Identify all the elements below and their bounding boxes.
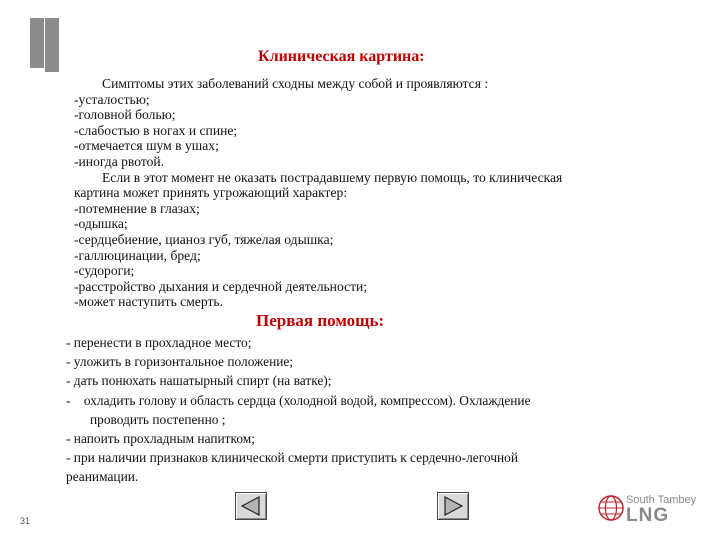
heading-first-aid: Первая помощь: bbox=[256, 311, 385, 330]
previous-slide-button[interactable] bbox=[235, 492, 267, 520]
symptom-item: -расстройство дыхания и сердечной деятельности; bbox=[74, 278, 368, 294]
symptom-item: -отмечается шум в ушах; bbox=[74, 138, 219, 154]
symptom-item: -сердцебиение, цианоз губ, тяжелая одышка; bbox=[74, 231, 334, 247]
symptoms-intro: Симптомы этих заболеваний сходны между собой и проявляются : bbox=[102, 76, 489, 91]
decor-bar-left bbox=[30, 18, 44, 68]
company-logo bbox=[598, 492, 708, 528]
symptom-item: -потемнение в глазах; bbox=[74, 200, 200, 216]
symptom-item: -может наступить смерть. bbox=[74, 294, 223, 310]
triangle-left-icon bbox=[240, 496, 262, 516]
first-aid-item: - уложить в горизонтальное положение; bbox=[66, 354, 294, 370]
symptom-item: -одышка; bbox=[74, 216, 128, 232]
first-aid-item: - перенести в прохладное место; bbox=[66, 335, 252, 350]
first-aid-item-cont: проводить постепенно ; bbox=[90, 411, 226, 427]
symptom-item: -иногда рвотой. bbox=[74, 153, 165, 169]
logo-text-lng: LNG bbox=[626, 505, 670, 526]
triangle-right-icon bbox=[442, 496, 464, 516]
next-slide-button[interactable] bbox=[437, 492, 469, 520]
symptom-item: -слабостью в ногах и спине; bbox=[74, 122, 238, 138]
symptom-item: -галлюцинации, бред; bbox=[74, 247, 201, 263]
symptoms-warning: Если в этот момент не оказать пострадавшему первую помощь, то клиническая bbox=[102, 169, 563, 185]
logo-text-south-tambey: South Tambey bbox=[626, 494, 697, 506]
symptom-item: -головной болью; bbox=[74, 107, 176, 123]
first-aid-text bbox=[66, 333, 531, 487]
first-aid-item: - напоить прохладным напитком; bbox=[66, 431, 255, 447]
first-aid-item-cont: реанимации. bbox=[66, 469, 139, 485]
page-number: 31 bbox=[20, 516, 31, 526]
decor-bar-right bbox=[45, 18, 59, 72]
symptoms-warning-cont: картина может принять угрожающий характер: bbox=[74, 185, 348, 201]
first-aid-item: - охладить голову и область сердца (холодной водой, компрессом). Охлаждение bbox=[66, 392, 531, 408]
symptoms-text bbox=[74, 76, 562, 310]
heading-clinical-picture: Клиническая картина: bbox=[258, 48, 425, 65]
first-aid-item: - дать понюхать нашатырный спирт (на ватке); bbox=[66, 373, 332, 389]
symptom-item: -судороги; bbox=[74, 263, 135, 279]
symptom-item: -усталостью; bbox=[74, 91, 150, 107]
first-aid-item: - при наличии признаков клинической смерти приступить к сердечно-легочной bbox=[66, 450, 518, 466]
globe-logo-icon bbox=[598, 492, 626, 526]
